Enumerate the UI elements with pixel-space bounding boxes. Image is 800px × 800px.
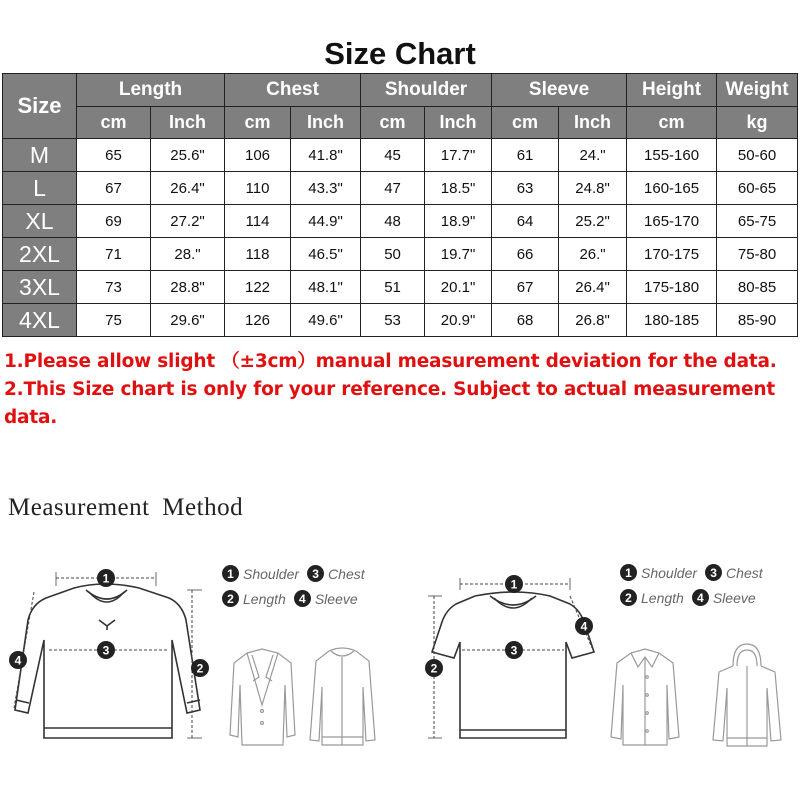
table-cell: 85-90 (717, 304, 798, 337)
chest-label: Chest (726, 564, 763, 581)
table-cell: 126 (225, 304, 291, 337)
group-header-row (3, 74, 798, 107)
svg-text:1: 1 (102, 571, 110, 586)
unit-header: Inch (559, 107, 627, 139)
table-cell: 26.4" (151, 172, 225, 205)
legend-left (222, 561, 373, 611)
table-cell: 80-85 (717, 271, 798, 304)
table-cell: 51 (361, 271, 425, 304)
table-cell: 75-80 (717, 238, 798, 271)
unit-header: Inch (151, 107, 225, 139)
hoodie-icon (705, 640, 790, 750)
marker-1 (97, 569, 115, 587)
table-row (3, 238, 798, 271)
table-cell: 26.8" (559, 304, 627, 337)
table-cell: 18.5" (425, 172, 492, 205)
size-label: XL (3, 205, 77, 238)
length-label: Length (641, 589, 684, 606)
table-cell: 49.6" (291, 304, 361, 337)
table-cell: 20.9" (425, 304, 492, 337)
table-row (3, 304, 798, 337)
note-deviation: 1.Please allow slight （±3cm）manual measurement deviation for the data. (4, 351, 777, 372)
unit-header: Inch (425, 107, 492, 139)
chest-number-icon: 3 (307, 565, 324, 582)
svg-text:4: 4 (580, 619, 588, 634)
table-cell: 65 (77, 139, 151, 172)
tshirt-outline (432, 592, 594, 738)
legend-right (620, 560, 771, 610)
table-row (3, 271, 798, 304)
group-length-header: Length (77, 74, 225, 107)
table-cell: 63 (492, 172, 559, 205)
table-row (3, 172, 798, 205)
unit-header: Inch (291, 107, 361, 139)
table-cell: 17.7" (425, 139, 492, 172)
table-cell: 44.9" (291, 205, 361, 238)
group-chest-header: Chest (225, 74, 361, 107)
page-title: Size Chart (324, 36, 476, 71)
table-cell: 155-160 (627, 139, 717, 172)
chest-label: Chest (328, 565, 365, 582)
marker-3 (505, 641, 523, 659)
table-cell: 50-60 (717, 139, 798, 172)
unit-header-row (3, 107, 798, 139)
table-cell: 66 (492, 238, 559, 271)
length-number-icon: 2 (222, 590, 239, 607)
group-shoulder-header: Shoulder (361, 74, 492, 107)
notes (4, 348, 800, 432)
table-cell: 69 (77, 205, 151, 238)
table-cell: 114 (225, 205, 291, 238)
table-row (3, 205, 798, 238)
table-cell: 110 (225, 172, 291, 205)
table-cell: 75 (77, 304, 151, 337)
table-cell: 20.1" (425, 271, 492, 304)
table-cell: 26.4" (559, 271, 627, 304)
svg-text:4: 4 (14, 653, 22, 668)
table-cell: 24." (559, 139, 627, 172)
size-label: L (3, 172, 77, 205)
size-header: Size (3, 74, 77, 139)
sleeve-label: Sleeve (712, 589, 756, 606)
table-cell: 53 (361, 304, 425, 337)
note-reference: 2.This Size chart is only for your reference. Subject to actual measurement data. (4, 379, 775, 428)
table-cell: 18.9" (425, 205, 492, 238)
table-cell: 48.1" (291, 271, 361, 304)
svg-text:1: 1 (510, 577, 518, 592)
table-cell: 48 (361, 205, 425, 238)
table-cell: 47 (361, 172, 425, 205)
unit-header: cm (361, 107, 425, 139)
length-number-icon: 2 (620, 589, 637, 606)
table-cell: 73 (77, 271, 151, 304)
marker-4 (575, 617, 593, 635)
svg-text:3: 3 (510, 643, 518, 658)
table-cell: 67 (77, 172, 151, 205)
shoulder-number-icon: 1 (222, 565, 239, 582)
svg-text:2: 2 (196, 661, 204, 676)
svg-text:3: 3 (102, 643, 110, 658)
sweater-outline (15, 584, 200, 738)
sleeve-number-icon: 4 (692, 589, 709, 606)
table-cell: 71 (77, 238, 151, 271)
table-cell: 67 (492, 271, 559, 304)
marker-2 (191, 659, 209, 677)
table-cell: 26." (559, 238, 627, 271)
table-cell: 64 (492, 205, 559, 238)
sweater-diagram (4, 560, 219, 760)
shirt-icon (605, 645, 685, 750)
table-cell: 24.8" (559, 172, 627, 205)
table-cell: 27.2" (151, 205, 225, 238)
table-cell: 28.8" (151, 271, 225, 304)
table-cell: 180-185 (627, 304, 717, 337)
table-cell: 29.6" (151, 304, 225, 337)
table-cell: 106 (225, 139, 291, 172)
table-cell: 43.3" (291, 172, 361, 205)
table-cell: 28." (151, 238, 225, 271)
blazer-icon (225, 645, 300, 750)
sleeve-label: Sleeve (314, 590, 358, 607)
table-cell: 46.5" (291, 238, 361, 271)
group-sleeve-header: Sleeve (492, 74, 627, 107)
table-row (3, 139, 798, 172)
shoulder-label: Shoulder (243, 565, 300, 582)
table-cell: 60-65 (717, 172, 798, 205)
unit-header: cm (627, 107, 717, 139)
table-cell: 65-75 (717, 205, 798, 238)
marker-3 (97, 641, 115, 659)
shoulder-number-icon: 1 (620, 564, 637, 581)
size-label: 4XL (3, 304, 77, 337)
unit-header: cm (492, 107, 559, 139)
table-cell: 45 (361, 139, 425, 172)
tshirt-diagram (420, 560, 600, 760)
table-cell: 25.6" (151, 139, 225, 172)
sleeve-number-icon: 4 (294, 590, 311, 607)
table-cell: 118 (225, 238, 291, 271)
group-weight-header: Weight (717, 74, 798, 107)
table-cell: 170-175 (627, 238, 717, 271)
marker-4 (9, 651, 27, 669)
svg-text:2: 2 (430, 661, 438, 676)
jacket-icon (305, 645, 380, 750)
size-label: 3XL (3, 271, 77, 304)
table-cell: 50 (361, 238, 425, 271)
table-cell: 68 (492, 304, 559, 337)
table-cell: 160-165 (627, 172, 717, 205)
table-cell: 25.2" (559, 205, 627, 238)
length-label: Length (243, 590, 286, 607)
size-label: M (3, 139, 77, 172)
size-table (2, 73, 798, 337)
unit-header: cm (77, 107, 151, 139)
table-cell: 122 (225, 271, 291, 304)
shoulder-label: Shoulder (641, 564, 698, 581)
measurement-method-title: Measurement Method (8, 494, 244, 521)
marker-2 (425, 659, 443, 677)
table-cell: 61 (492, 139, 559, 172)
marker-1 (505, 575, 523, 593)
unit-header: cm (225, 107, 291, 139)
table-cell: 19.7" (425, 238, 492, 271)
chest-number-icon: 3 (705, 564, 722, 581)
table-cell: 165-170 (627, 205, 717, 238)
unit-header: kg (717, 107, 798, 139)
table-cell: 175-180 (627, 271, 717, 304)
size-label: 2XL (3, 238, 77, 271)
group-height-header: Height (627, 74, 717, 107)
table-cell: 41.8" (291, 139, 361, 172)
